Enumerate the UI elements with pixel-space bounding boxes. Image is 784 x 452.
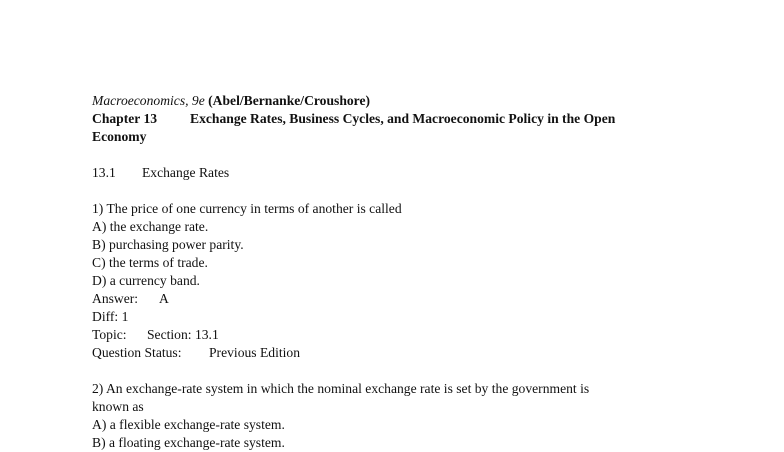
answer-label: Answer:: [92, 291, 139, 306]
topic-label: Topic:: [92, 327, 127, 342]
topic-line: [92, 326, 752, 344]
question-stem-line1: 2) An exchange-rate system in which the nominal exchange rate is set by the government is: [92, 381, 590, 396]
document-page: [92, 92, 752, 452]
question-1: [92, 200, 752, 362]
option-d: D) a currency band.: [92, 273, 200, 288]
book-title: Macroeconomics, 9e: [92, 93, 205, 108]
topic-value: Section: 13.1: [147, 327, 219, 342]
status-label: Question Status:: [92, 345, 182, 360]
option-a: A) a flexible exchange-rate system.: [92, 417, 285, 432]
answer-line: [92, 290, 752, 308]
difficulty-line: Diff: 1: [92, 309, 129, 324]
chapter-label: Chapter 13: [92, 111, 158, 126]
question-stem: 1) The price of one currency in terms of another is called: [92, 201, 402, 216]
book-authors: (Abel/Bernanke/Croushore): [208, 93, 371, 108]
status-value: Previous Edition: [209, 345, 301, 360]
chapter-heading: [92, 110, 752, 128]
status-line: [92, 344, 752, 362]
option-a: A) the exchange rate.: [92, 219, 209, 234]
section-number: 13.1: [92, 165, 116, 180]
option-b: B) a floating exchange-rate system.: [92, 435, 285, 450]
question-stem-line2: known as: [92, 399, 144, 414]
section-heading: [92, 164, 752, 182]
chapter-title-line2: Economy: [92, 129, 147, 144]
option-b: B) purchasing power parity.: [92, 237, 244, 252]
answer-value: A: [159, 291, 169, 306]
chapter-title-line1: Exchange Rates, Business Cycles, and Macroeconomic Policy in the Open: [190, 111, 616, 126]
book-header: [92, 92, 752, 110]
section-title: Exchange Rates: [142, 165, 230, 180]
question-2: [92, 380, 752, 452]
option-c: C) the terms of trade.: [92, 255, 208, 270]
